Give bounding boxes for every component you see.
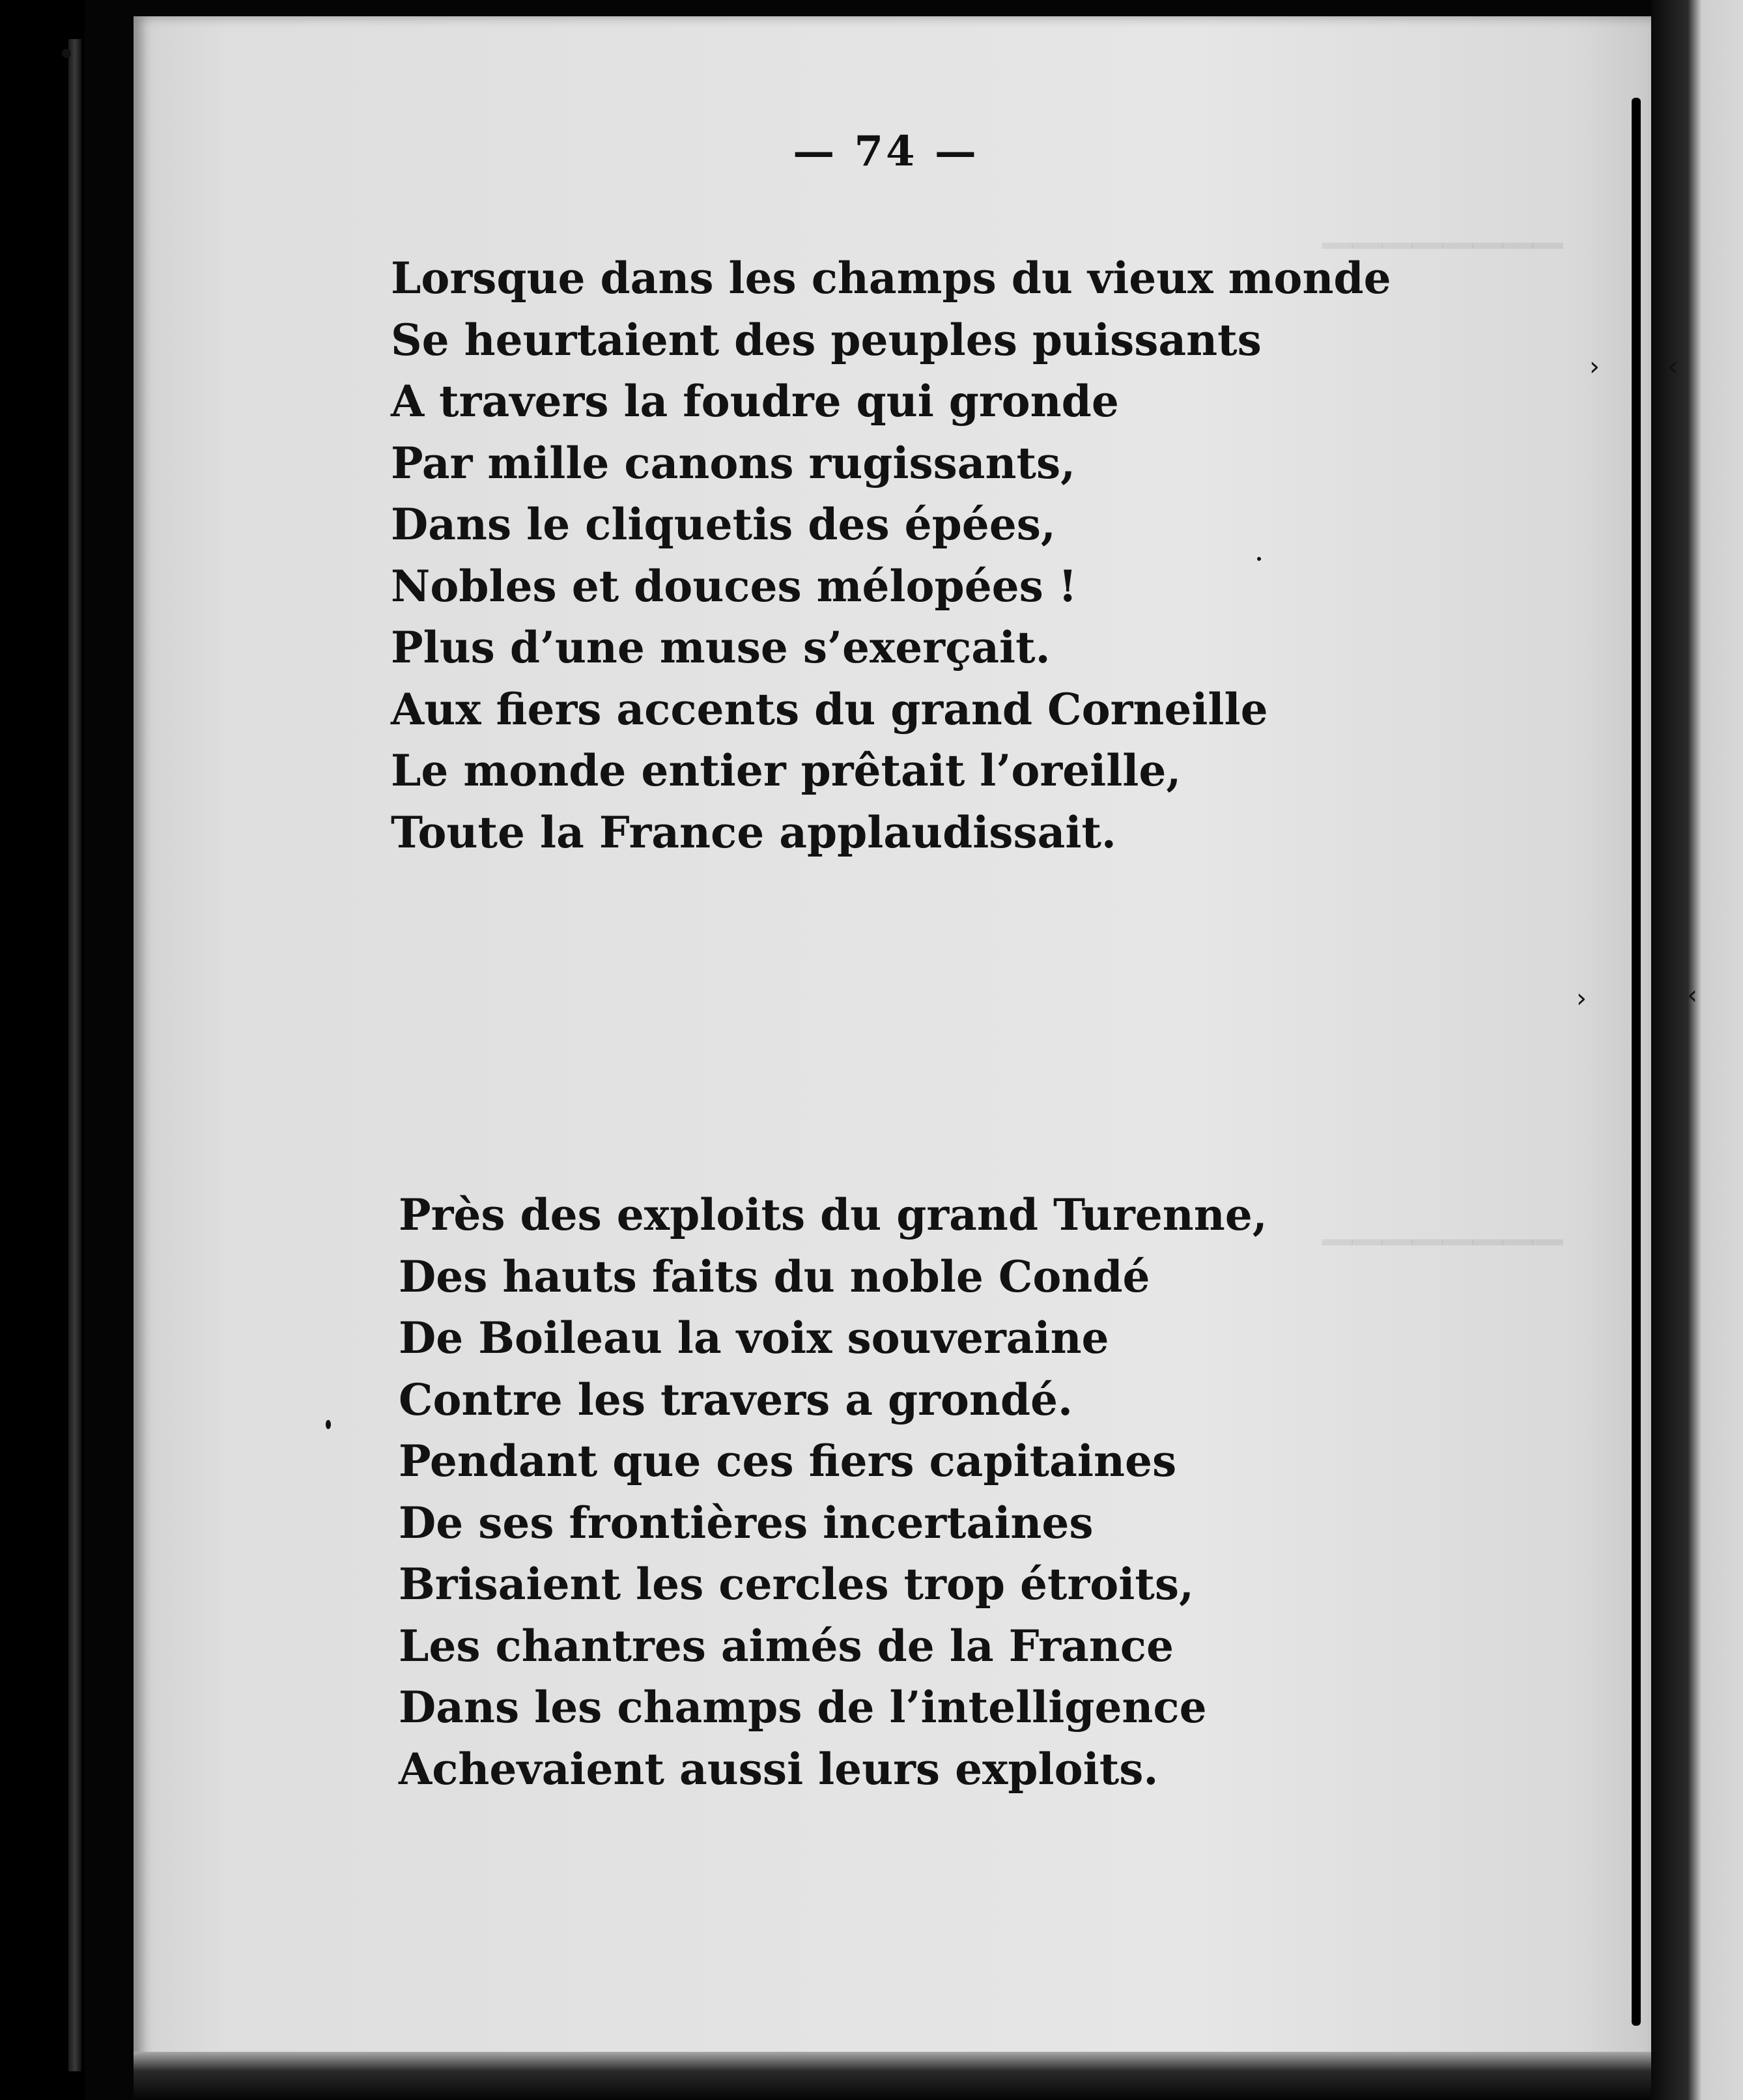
verse-line: Contre les travers a grondé. <box>399 1374 1073 1425</box>
verse-line: A travers la foudre qui gronde <box>391 376 1119 427</box>
page-number: — 74 — <box>793 127 979 176</box>
verse-line: Lorsque dans les champs du vieux monde <box>391 253 1391 304</box>
show-through-texture-lower: ▁▁▁▁▁▁▁▁ <box>1322 1200 1563 1245</box>
show-through-texture: ▁▁▁▁▁▁▁▁ <box>1322 203 1563 249</box>
adjacent-page-edge <box>1651 0 1743 2100</box>
scan-speck <box>62 49 71 58</box>
verse-line: Achevaient aussi leurs exploits. <box>399 1743 1159 1795</box>
verse-line: Près des exploits du grand Turenne, <box>399 1189 1268 1240</box>
registration-mark-icon: › <box>1589 352 1600 382</box>
verse-line: Pendant que ces fiers capitaines <box>399 1436 1177 1486</box>
verse-line: Toute la France applaudissait. <box>391 806 1116 858</box>
page-bottom-edge <box>134 2052 1651 2100</box>
binding-edge <box>68 39 81 2071</box>
verse-line: Les chantres aimés de la France <box>399 1620 1174 1671</box>
verse-line: Dans les champs de l’intelligence <box>399 1682 1207 1733</box>
verse-line: Se heurtaient des peuples puissants <box>391 314 1262 365</box>
page-fold <box>1632 98 1641 2026</box>
verse-line: Aux fiers accents du grand Corneille <box>391 683 1268 735</box>
registration-mark-icon: › <box>1576 984 1587 1014</box>
verse-line: Dans le cliquetis des épées, <box>391 499 1056 550</box>
verse-line: Brisaient les cercles trop étroits, <box>399 1559 1194 1610</box>
scan-speck <box>326 1420 331 1429</box>
verse-line: Des hauts faits du noble Condé <box>399 1251 1150 1302</box>
verse-line: Nobles et douces mélopées ! <box>391 560 1077 612</box>
verse-line: De ses frontières incertaines <box>399 1497 1094 1548</box>
poem-stanza-2 <box>399 1184 1268 1800</box>
registration-mark-icon: ‹ <box>1687 980 1697 1010</box>
verse-line: De Boileau la voix souveraine <box>399 1312 1109 1363</box>
verse-line: Par mille canons rugissants, <box>391 437 1076 489</box>
verse-line: Le monde entier prêtait l’oreille, <box>391 745 1182 796</box>
registration-mark-icon: ‹ <box>1667 352 1678 382</box>
poem-stanza-1 <box>391 248 1391 863</box>
verse-line: Plus d’une muse s’exerçait. <box>391 622 1051 673</box>
